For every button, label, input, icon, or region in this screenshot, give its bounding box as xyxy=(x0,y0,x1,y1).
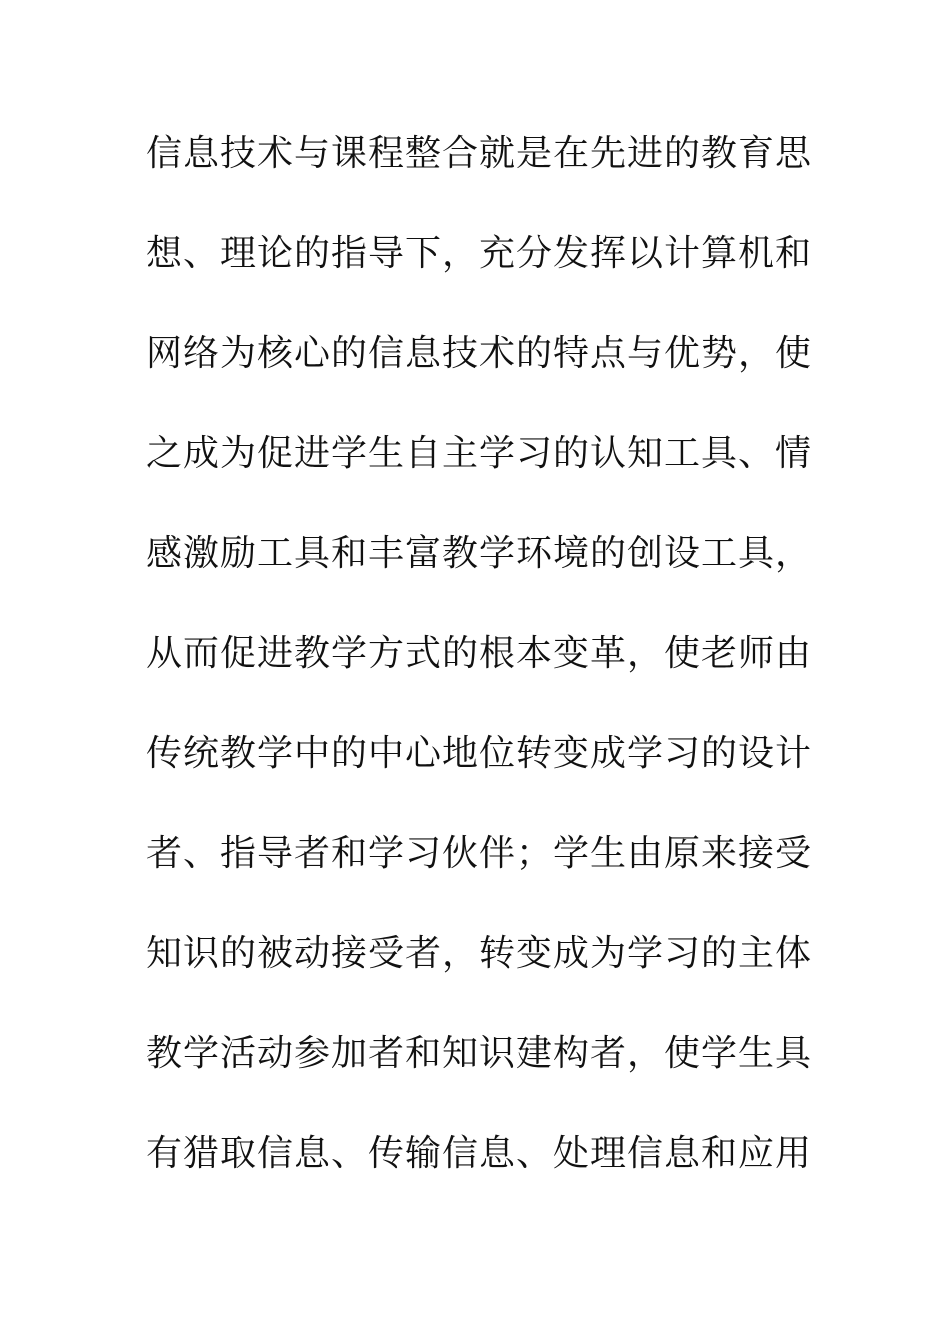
text-line: 感激励工具和丰富教学环境的创设工具， xyxy=(146,533,813,574)
text-line: 者、指导者和学习伙伴；学生由原来接受 xyxy=(146,833,813,874)
text-line: 之成为促进学生自主学习的认知工具、情 xyxy=(146,433,813,474)
text-line: 知识的被动接受者，转变成为学习的主体 xyxy=(146,933,813,974)
text-line: 传统教学中的中心地位转变成学习的设计 xyxy=(146,733,813,774)
text-line: 教学活动参加者和知识建构者，使学生具 xyxy=(146,1033,813,1074)
text-line: 信息技术与课程整合就是在先进的教育思 xyxy=(146,133,813,174)
body-paragraph xyxy=(146,128,826,1228)
text-line: 网络为核心的信息技术的特点与优势，使 xyxy=(146,333,813,374)
text-line: 想、理论的指导下，充分发挥以计算机和 xyxy=(146,233,813,274)
text-line: 有猎取信息、传输信息、处理信息和应用 xyxy=(146,1133,813,1174)
text-line: 从而促进教学方式的根本变革，使老师由 xyxy=(146,633,813,674)
